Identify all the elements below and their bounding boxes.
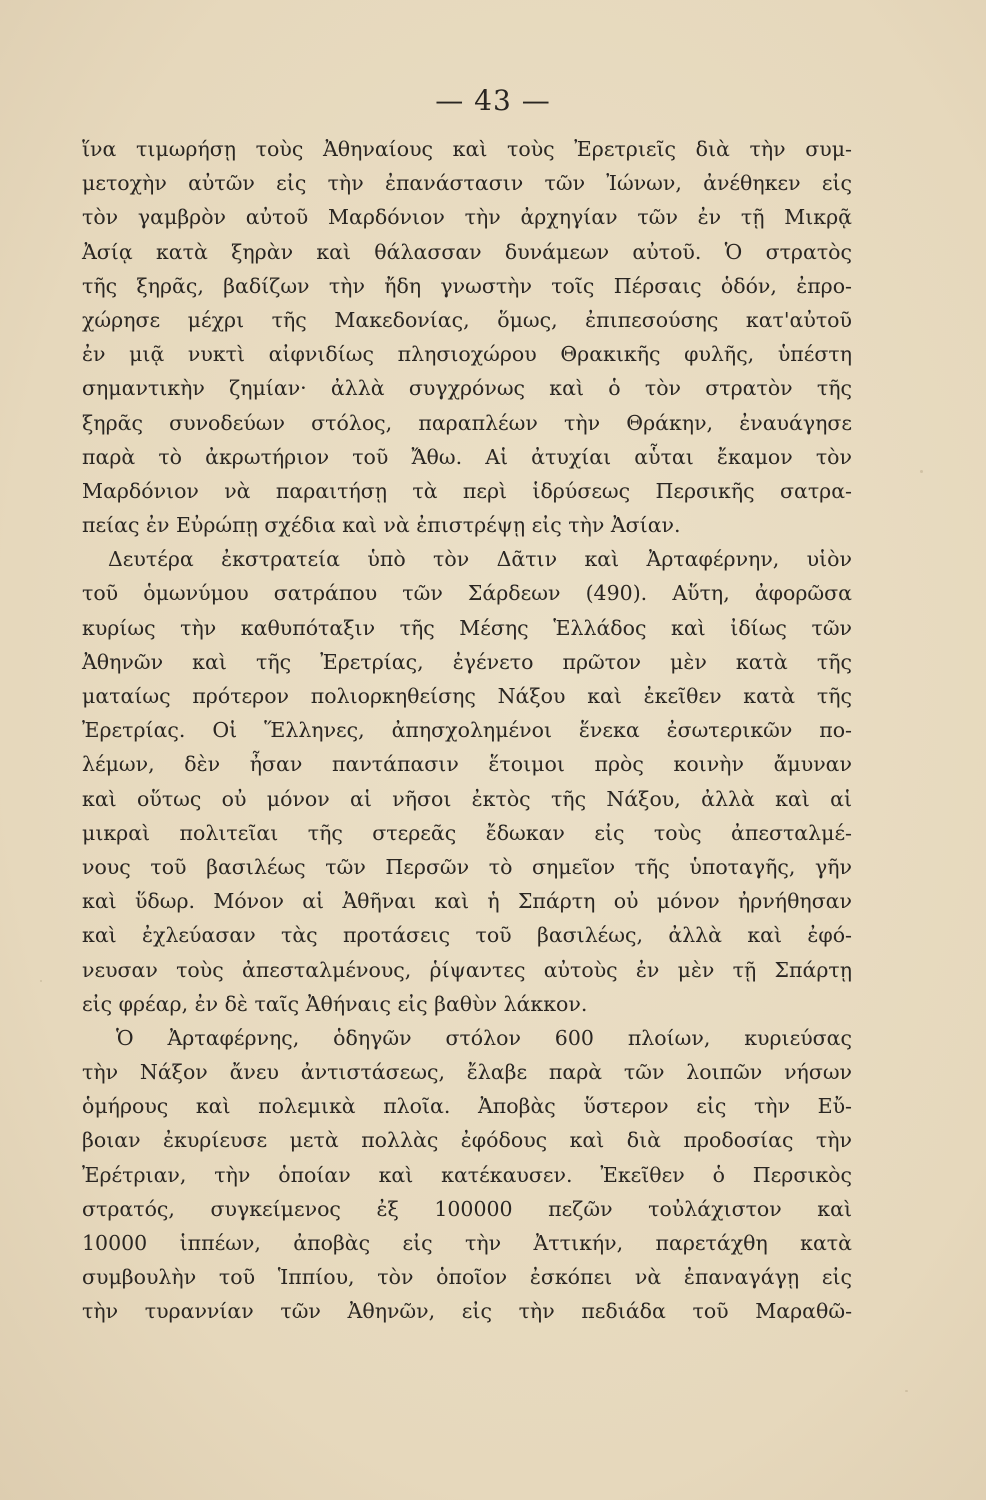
text-line-content: συμβουλὴν τοῦ Ἱππίου, τὸν ὁποῖον ἐσκόπει νὰ ἐπαναγάγῃ εἰς xyxy=(82,1265,852,1290)
text-line-content: Ἀσίᾳ κατὰ ξηρὰν καὶ θάλασσαν δυνάμεων αὐτοῦ. Ὁ στρατὸς xyxy=(82,239,852,264)
text-line-content: νους τοῦ βασιλέως τῶν Περσῶν τὸ σημεῖον τῆς ὑποταγῆς, γῆν xyxy=(82,854,852,879)
text-line-content: τοῦ ὁμωνύμου σατράπου τῶν Σάρδεων (490). Αὕτη, ἀφορῶσα xyxy=(82,581,852,606)
paper-speck xyxy=(920,470,923,473)
text-line xyxy=(82,713,852,747)
text-line-content: Ἐρετρίας. Οἱ Ἕλληνες, ἀπησχολημένοι ἕνεκα ἐσωτερικῶν πο- xyxy=(82,718,852,743)
text-line xyxy=(82,542,852,576)
text-line-content: μικραὶ πολιτεῖαι τῆς στερεᾶς ἔδωκαν εἰς τοὺς ἀπεσταλμέ- xyxy=(82,820,852,845)
text-line xyxy=(82,269,852,303)
text-line-content: τῆς ξηρᾶς, βαδίζων τὴν ἤδη γνωστὴν τοῖς Πέρσαις ὁδόν, ἐπρο- xyxy=(82,273,852,298)
text-line xyxy=(82,200,852,234)
text-line-content: πείας ἐν Εὐρώπῃ σχέδια καὶ νὰ ἐπιστρέψῃ εἰς τὴν Ἀσίαν. xyxy=(82,513,681,538)
text-line xyxy=(82,576,852,610)
text-line-content: βοιαν ἐκυρίευσε μετὰ πολλὰς ἐφόδους καὶ διὰ προδοσίας τὴν xyxy=(82,1128,852,1153)
text-line-content: λέμων, δὲν ἦσαν παντάπασιν ἕτοιμοι πρὸς κοινὴν ἄμυναν xyxy=(82,752,852,777)
text-line-content: παρὰ τὸ ἀκρωτήριον τοῦ Ἄθω. Αἱ ἀτυχίαι αὗται ἔκαμον τὸν xyxy=(82,444,852,469)
text-line xyxy=(82,1089,852,1123)
text-line-content: ματαίως πρότερον πολιορκηθείσης Νάξου καὶ ἐκεῖθεν κατὰ τῆς xyxy=(82,684,852,708)
text-line xyxy=(82,1226,852,1260)
page-number: — 43 — xyxy=(435,84,551,117)
text-line xyxy=(82,1260,852,1294)
text-line-content: καὶ ἐχλεύασαν τὰς προτάσεις τοῦ βασιλέως, ἀλλὰ καὶ ἐφό- xyxy=(82,923,852,948)
text-line xyxy=(82,303,852,337)
text-body xyxy=(82,132,852,1329)
paper-speck xyxy=(40,980,42,982)
text-line-content: εἰς φρέαρ, ἐν δὲ ταῖς Ἀθήναις εἰς βαθὺν λάκκον. xyxy=(82,991,588,1016)
text-line xyxy=(82,816,852,850)
text-line xyxy=(82,1192,852,1226)
text-line-content: Ἐρέτριαν, τὴν ὁποίαν καὶ κατέκαυσεν. Ἐκεῖθεν ὁ Περσικὸς xyxy=(82,1162,852,1187)
text-line xyxy=(82,1294,852,1328)
text-line-content: Δευτέρα ἐκστρατεία ὑπὸ τὸν Δᾶτιν καὶ Ἀρταφέρνην, υἱὸν xyxy=(108,547,852,572)
text-line xyxy=(82,645,852,679)
text-line-content: κυρίως τὴν καθυπόταξιν τῆς Μέσης Ἑλλάδος καὶ ἰδίως τῶν xyxy=(82,615,852,640)
text-line-content: σημαντικὴν ζημίαν· ἀλλὰ συγχρόνως καὶ ὁ τὸν στρατὸν τῆς xyxy=(82,376,852,401)
text-line-content: χώρησε μέχρι τῆς Μακεδονίας, ὅμως, ἐπιπεσούσης κατ'αὐτοῦ xyxy=(82,307,852,332)
text-line-content: καὶ οὕτως οὐ μόνον αἱ νῆσοι ἐκτὸς τῆς Νάξου, ἀλλὰ καὶ αἱ xyxy=(82,786,852,811)
text-line xyxy=(82,1158,852,1192)
text-line-content: στρατός, συγκείμενος ἐξ 100000 πεζῶν τοὐλάχιστον καὶ xyxy=(82,1196,852,1221)
text-line-content: τὴν Νάξον ἄνευ ἀντιστάσεως, ἔλαβε παρὰ τῶν λοιπῶν νήσων xyxy=(82,1060,852,1085)
text-line xyxy=(82,371,852,405)
text-line xyxy=(82,850,852,884)
text-line-content: ἵνα τιμωρήσῃ τοὺς Ἀθηναίους καὶ τοὺς Ἐρετριεῖς διὰ τὴν συμ- xyxy=(82,137,852,161)
text-line-content: ὁμήρους καὶ πολεμικὰ πλοῖα. Ἀποβὰς ὕστερον εἰς τὴν Εὔ- xyxy=(82,1094,852,1119)
text-line-content: Μαρδόνιον νὰ παραιτήσῃ τὰ περὶ ἱδρύσεως Περσικῆς σατρα- xyxy=(82,478,852,503)
text-line-content: Ἀθηνῶν καὶ τῆς Ἐρετρίας, ἐγένετο πρῶτον μὲν κατὰ τῆς xyxy=(82,649,852,674)
text-line-content: καὶ ὕδωρ. Μόνον αἱ Ἀθῆναι καὶ ἡ Σπάρτη οὐ μόνον ἠρνήθησαν xyxy=(82,889,852,914)
text-line xyxy=(82,440,852,474)
text-line xyxy=(82,337,852,371)
text-line xyxy=(82,747,852,781)
text-line xyxy=(82,1123,852,1157)
text-line-content: τὸν γαμβρὸν αὐτοῦ Μαρδόνιον τὴν ἀρχηγίαν τῶν ἐν τῇ Μικρᾷ xyxy=(82,205,852,230)
text-line xyxy=(82,953,852,987)
text-line xyxy=(82,235,852,269)
text-line xyxy=(82,166,852,200)
text-line xyxy=(82,132,852,166)
text-line-content: τὴν τυραννίαν τῶν Ἀθηνῶν, εἰς τὴν πεδιάδα τοῦ Μαραθῶ- xyxy=(82,1299,852,1324)
text-line xyxy=(82,884,852,918)
text-line xyxy=(82,782,852,816)
paper-speck xyxy=(905,1390,908,1392)
text-line xyxy=(82,987,852,1021)
text-line xyxy=(82,474,852,508)
text-line xyxy=(82,406,852,440)
text-line-content: μετοχὴν αὐτῶν εἰς τὴν ἐπανάστασιν τῶν Ἰώνων, ἀνέθηκεν εἰς xyxy=(82,171,852,196)
text-line xyxy=(82,918,852,952)
text-line xyxy=(82,1021,852,1055)
text-line-content: ἐν μιᾷ νυκτὶ αἰφνιδίως πλησιοχώρου Θρακικῆς φυλῆς, ὑπέστη xyxy=(82,342,852,367)
text-line-content: Ὁ Ἀρταφέρνης, ὁδηγῶν στόλον 600 πλοίων, κυριεύσας xyxy=(116,1025,852,1050)
text-line xyxy=(82,679,852,713)
text-line-content: 10000 ἱππέων, ἀποβὰς εἰς τὴν Ἀττικήν, παρετάχθη κατὰ xyxy=(82,1231,852,1255)
text-line xyxy=(82,611,852,645)
text-line-content: νευσαν τοὺς ἀπεσταλμένους, ῥίψαντες αὐτοὺς ἐν μὲν τῇ Σπάρτῃ xyxy=(82,957,852,982)
text-line xyxy=(82,1055,852,1089)
text-line-content: ξηρᾶς συνοδεύων στόλος, παραπλέων τὴν Θράκην, ἐναυάγησε xyxy=(82,410,852,435)
text-line xyxy=(82,508,852,542)
